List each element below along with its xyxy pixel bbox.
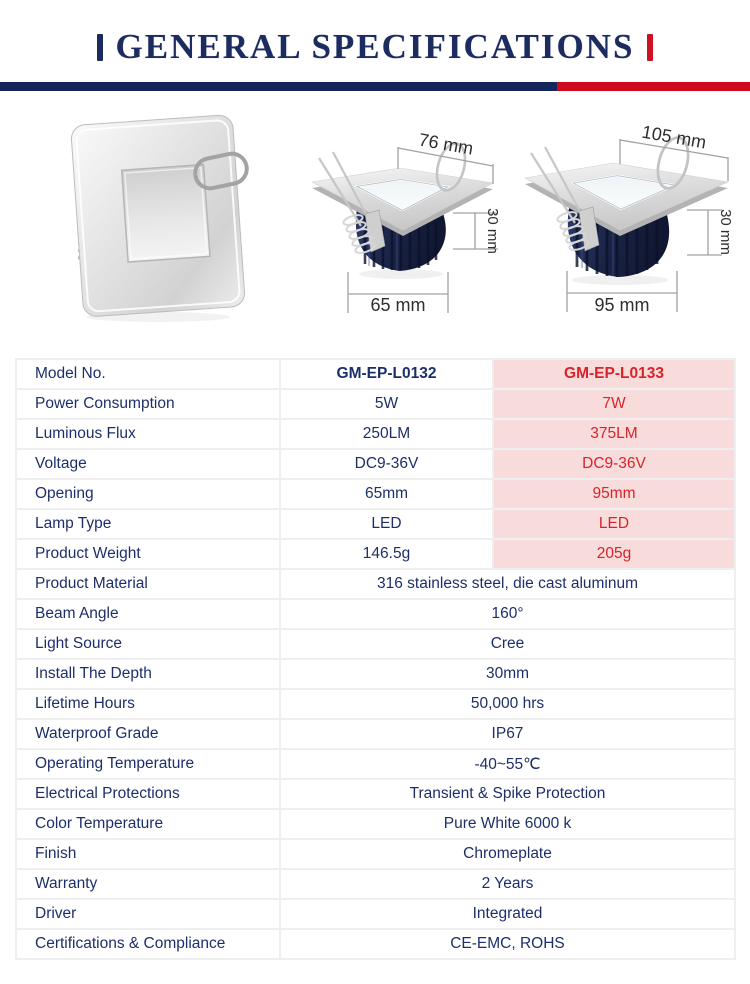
spec-label: Power Consumption (16, 389, 280, 419)
spec-value-col1: 65mm (280, 479, 493, 509)
spec-value-col1: LED (280, 509, 493, 539)
spec-row-product-weight (16, 539, 735, 569)
spec-value: -40~55℃ (280, 749, 735, 779)
spec-label: Product Material (16, 569, 280, 599)
spec-label: Color Temperature (16, 809, 280, 839)
spec-row-voltage (16, 449, 735, 479)
spec-value: 316 stainless steel, die cast aluminum (280, 569, 735, 599)
chrome-plate (525, 163, 728, 236)
chrome-plate (312, 168, 493, 236)
spec-label: Lamp Type (16, 509, 280, 539)
spec-label: Product Weight (16, 539, 280, 569)
cutout-dimension-label: 95 mm (594, 295, 650, 315)
spec-label: Finish (16, 839, 280, 869)
spec-value-col1: GM-EP-L0132 (280, 359, 493, 389)
spec-label: Warranty (16, 869, 280, 899)
spec-value-col2: LED (493, 509, 735, 539)
spec-value-col2: 375LM (493, 419, 735, 449)
width-dimension-label: 76 mm (417, 129, 475, 159)
spec-label: Waterproof Grade (16, 719, 280, 749)
spec-value-col2: 95mm (493, 479, 735, 509)
spec-row-model-no (16, 359, 735, 389)
spec-value: IP67 (280, 719, 735, 749)
depth-dimension-label: 30 mm (484, 208, 501, 254)
spec-value-col1: 5W (280, 389, 493, 419)
spec-row-certifications (16, 929, 735, 959)
downlight-front-illustration (52, 110, 267, 325)
spec-row-color-temperature (16, 809, 735, 839)
spec-row-waterproof-grade (16, 719, 735, 749)
spec-row-operating-temperature (16, 749, 735, 779)
product-image-small-model (295, 122, 505, 322)
spec-row-lifetime-hours (16, 689, 735, 719)
title-accent-bar-right (647, 34, 653, 61)
spec-row-lamp-type (16, 509, 735, 539)
spec-label: Voltage (16, 449, 280, 479)
title-accent-bar-left (97, 34, 103, 61)
divider-red-segment (557, 82, 750, 91)
spec-value-col1: 250LM (280, 419, 493, 449)
cutout-dimension-label: 65 mm (370, 295, 426, 315)
spec-label: Model No. (16, 359, 280, 389)
depth-dimension-label: 30 mm (717, 209, 734, 255)
spec-value-col2: DC9-36V (493, 449, 735, 479)
spec-label: Light Source (16, 629, 280, 659)
spec-label: Lifetime Hours (16, 689, 280, 719)
spec-row-finish (16, 839, 735, 869)
spec-row-install-depth (16, 659, 735, 689)
spec-row-electrical-protections (16, 779, 735, 809)
header (0, 24, 750, 68)
spec-value-col2: GM-EP-L0133 (493, 359, 735, 389)
spec-label: Electrical Protections (16, 779, 280, 809)
spec-row-opening (16, 479, 735, 509)
spec-value-col1: 146.5g (280, 539, 493, 569)
spec-row-beam-angle (16, 599, 735, 629)
downlight-large-illustration (505, 115, 745, 320)
spec-row-warranty (16, 869, 735, 899)
spec-value-col2: 7W (493, 389, 735, 419)
spec-value: Transient & Spike Protection (280, 779, 735, 809)
spec-row-luminous-flux (16, 419, 735, 449)
spec-label: Install The Depth (16, 659, 280, 689)
spec-value: CE-EMC, ROHS (280, 929, 735, 959)
spec-label: Opening (16, 479, 280, 509)
spec-table (15, 358, 736, 960)
spec-value: Integrated (280, 899, 735, 929)
spec-label: Beam Angle (16, 599, 280, 629)
spec-row-driver (16, 899, 735, 929)
spec-label: Driver (16, 899, 280, 929)
product-image-front-view (52, 110, 267, 325)
spec-value-col2: 205g (493, 539, 735, 569)
spec-row-product-material (16, 569, 735, 599)
spec-value: 160° (280, 599, 735, 629)
spec-row-power-consumption (16, 389, 735, 419)
spec-value: Pure White 6000 k (280, 809, 735, 839)
spec-value-col1: DC9-36V (280, 449, 493, 479)
spec-value: Cree (280, 629, 735, 659)
spec-value: 50,000 hrs (280, 689, 735, 719)
page-title: GENERAL SPECIFICATIONS (115, 26, 635, 66)
spec-label: Luminous Flux (16, 419, 280, 449)
width-dimension-label: 105 mm (640, 121, 708, 153)
spec-row-light-source (16, 629, 735, 659)
header-divider (0, 82, 750, 91)
downlight-small-illustration (295, 122, 505, 322)
spec-value: Chromeplate (280, 839, 735, 869)
divider-navy-segment (0, 82, 557, 91)
product-image-large-model (505, 115, 745, 320)
spec-label: Certifications & Compliance (16, 929, 280, 959)
spec-value: 2 Years (280, 869, 735, 899)
spec-label: Operating Temperature (16, 749, 280, 779)
spec-value: 30mm (280, 659, 735, 689)
